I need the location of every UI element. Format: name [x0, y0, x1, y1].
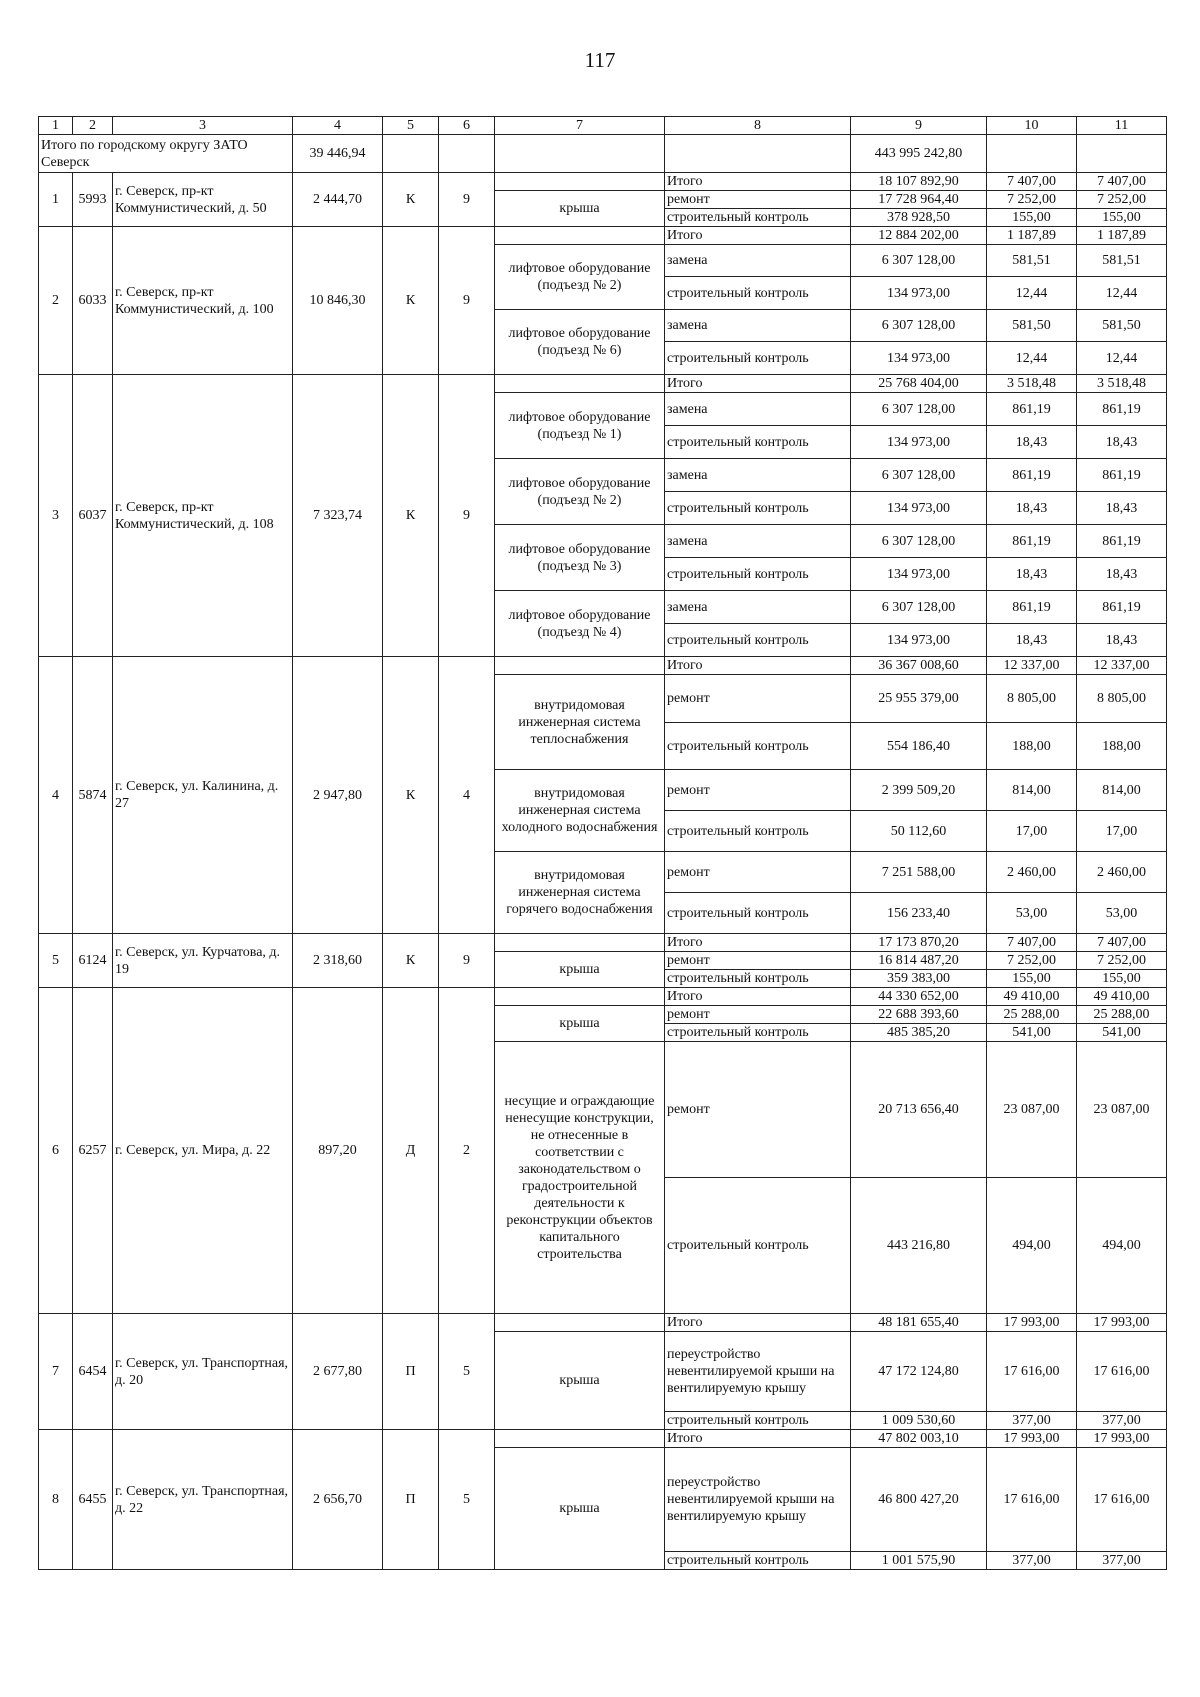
table-row: 3 6037 г. Северск, пр-кт Коммунистический, д. 108 7 323,74 К 9 Итого 25 768 404,00 3 518,48 3 518,48 — [39, 375, 1167, 393]
table-row: крыша ремонт 17 728 964,40 7 252,00 7 252,00 — [39, 191, 1167, 209]
table-row: внутридомовая инженерная система горячего водоснабжения ремонт 7 251 588,00 2 460,00 2 460,00 — [39, 852, 1167, 893]
col-header: 10 — [987, 117, 1077, 135]
address: г. Северск, ул. Курчатова, д. 19 — [113, 934, 293, 988]
grand-total-label: Итого по городскому округу ЗАТО Северск — [39, 135, 293, 173]
table-row: несущие и ограждающие ненесущие конструкции, не отнесенные в соответствии с законодательством о градостроительной деятельности к реконструкции объектов капитального строительства ремонт 20 713 656,40 23 087,00 23 087,00 — [39, 1042, 1167, 1178]
table-row: крыша переустройство невентилируемой крыши на вентилируемую крышу 47 172 124,80 17 616,00 17 616,00 — [39, 1332, 1167, 1412]
col-header: 1 — [39, 117, 73, 135]
table-row: строительный контроль 134 973,00 18,43 18,43 — [39, 426, 1167, 459]
col-header: 7 — [495, 117, 665, 135]
table-row: лифтовое оборудование (подъезд № 4) замена 6 307 128,00 861,19 861,19 — [39, 591, 1167, 624]
column-number-row — [39, 117, 1167, 135]
table-row: строительный контроль 134 973,00 18,43 18,43 — [39, 624, 1167, 657]
address: г. Северск, ул. Транспортная, д. 22 — [113, 1430, 293, 1570]
table-row: 5 6124 г. Северск, ул. Курчатова, д. 19 2 318,60 К 9 Итого 17 173 870,20 7 407,00 7 407,00 — [39, 934, 1167, 952]
table-row: лифтовое оборудование (подъезд № 2) замена 6 307 128,00 581,51 581,51 — [39, 245, 1167, 277]
table-row: внутридомовая инженерная система холодного водоснабжения ремонт 2 399 509,20 814,00 814,00 — [39, 770, 1167, 811]
col-header: 6 — [439, 117, 495, 135]
table-row: строительный контроль 1 009 530,60 377,00 377,00 — [39, 1412, 1167, 1430]
table-row: крыша переустройство невентилируемой крыши на вентилируемую крышу 46 800 427,20 17 616,00 17 616,00 — [39, 1448, 1167, 1552]
table-row: крыша ремонт 16 814 487,20 7 252,00 7 252,00 — [39, 952, 1167, 970]
repair-plan-table — [38, 116, 1167, 1570]
page-number: 117 — [584, 48, 616, 72]
col-header: 11 — [1077, 117, 1167, 135]
table-row: 6 6257 г. Северск, ул. Мира, д. 22 897,20 Д 2 Итого 44 330 652,00 49 410,00 49 410,00 — [39, 988, 1167, 1006]
table-row: строительный контроль 378 928,50 155,00 155,00 — [39, 209, 1167, 227]
table-row: крыша ремонт 22 688 393,60 25 288,00 25 288,00 — [39, 1006, 1167, 1024]
table-row: лифтовое оборудование (подъезд № 2) замена 6 307 128,00 861,19 861,19 — [39, 459, 1167, 492]
table-row: 8 6455 г. Северск, ул. Транспортная, д. 22 2 656,70 П 5 Итого 47 802 003,10 17 993,00 17 993,00 — [39, 1430, 1167, 1448]
table-row: внутридомовая инженерная система теплоснабжения ремонт 25 955 379,00 8 805,00 8 805,00 — [39, 675, 1167, 723]
table-row: строительный контроль 134 973,00 12,44 12,44 — [39, 277, 1167, 310]
table-row: строительный контроль 156 233,40 53,00 53,00 — [39, 893, 1167, 934]
address: г. Северск, пр-кт Коммунистический, д. 100 — [113, 227, 293, 375]
grand-total-cost: 443 995 242,80 — [851, 135, 987, 173]
col-header: 5 — [383, 117, 439, 135]
table-row: строительный контроль 443 216,80 494,00 494,00 — [39, 1178, 1167, 1314]
address: г. Северск, пр-кт Коммунистический, д. 50 — [113, 173, 293, 227]
table-row: 2 6033 г. Северск, пр-кт Коммунистический, д. 100 10 846,30 К 9 Итого 12 884 202,00 1 187,89 1 187,89 — [39, 227, 1167, 245]
table-row: 4 5874 г. Северск, ул. Калинина, д. 27 2 947,80 К 4 Итого 36 367 008,60 12 337,00 12 337,00 — [39, 657, 1167, 675]
address: г. Северск, ул. Мира, д. 22 — [113, 988, 293, 1314]
table-row: лифтовое оборудование (подъезд № 1) замена 6 307 128,00 861,19 861,19 — [39, 393, 1167, 426]
address: г. Северск, ул. Калинина, д. 27 — [113, 657, 293, 934]
table-row: строительный контроль 485 385,20 541,00 541,00 — [39, 1024, 1167, 1042]
table-row: строительный контроль 134 973,00 18,43 18,43 — [39, 558, 1167, 591]
table-row: строительный контроль 134 973,00 18,43 18,43 — [39, 492, 1167, 525]
col-header: 3 — [113, 117, 293, 135]
table-row: 7 6454 г. Северск, ул. Транспортная, д. 20 2 677,80 П 5 Итого 48 181 655,40 17 993,00 17 993,00 — [39, 1314, 1167, 1332]
table-row: строительный контроль 50 112,60 17,00 17,00 — [39, 811, 1167, 852]
address: г. Северск, ул. Транспортная, д. 20 — [113, 1314, 293, 1430]
table-row: лифтовое оборудование (подъезд № 6) замена 6 307 128,00 581,50 581,50 — [39, 310, 1167, 342]
table-row: строительный контроль 1 001 575,90 377,00 377,00 — [39, 1552, 1167, 1570]
table-row: 1 5993 г. Северск, пр-кт Коммунистический, д. 50 2 444,70 К 9 Итого 18 107 892,90 7 407,00 7 407,00 — [39, 173, 1167, 191]
col-header: 9 — [851, 117, 987, 135]
grand-total-row — [39, 135, 1167, 173]
grand-total-area: 39 446,94 — [293, 135, 383, 173]
table-row: строительный контроль 554 186,40 188,00 188,00 — [39, 723, 1167, 770]
table-row: лифтовое оборудование (подъезд № 3) замена 6 307 128,00 861,19 861,19 — [39, 525, 1167, 558]
table-row: строительный контроль 134 973,00 12,44 12,44 — [39, 342, 1167, 375]
col-header: 8 — [665, 117, 851, 135]
col-header: 2 — [73, 117, 113, 135]
address: г. Северск, пр-кт Коммунистический, д. 108 — [113, 375, 293, 657]
table-row: строительный контроль 359 383,00 155,00 155,00 — [39, 970, 1167, 988]
col-header: 4 — [293, 117, 383, 135]
